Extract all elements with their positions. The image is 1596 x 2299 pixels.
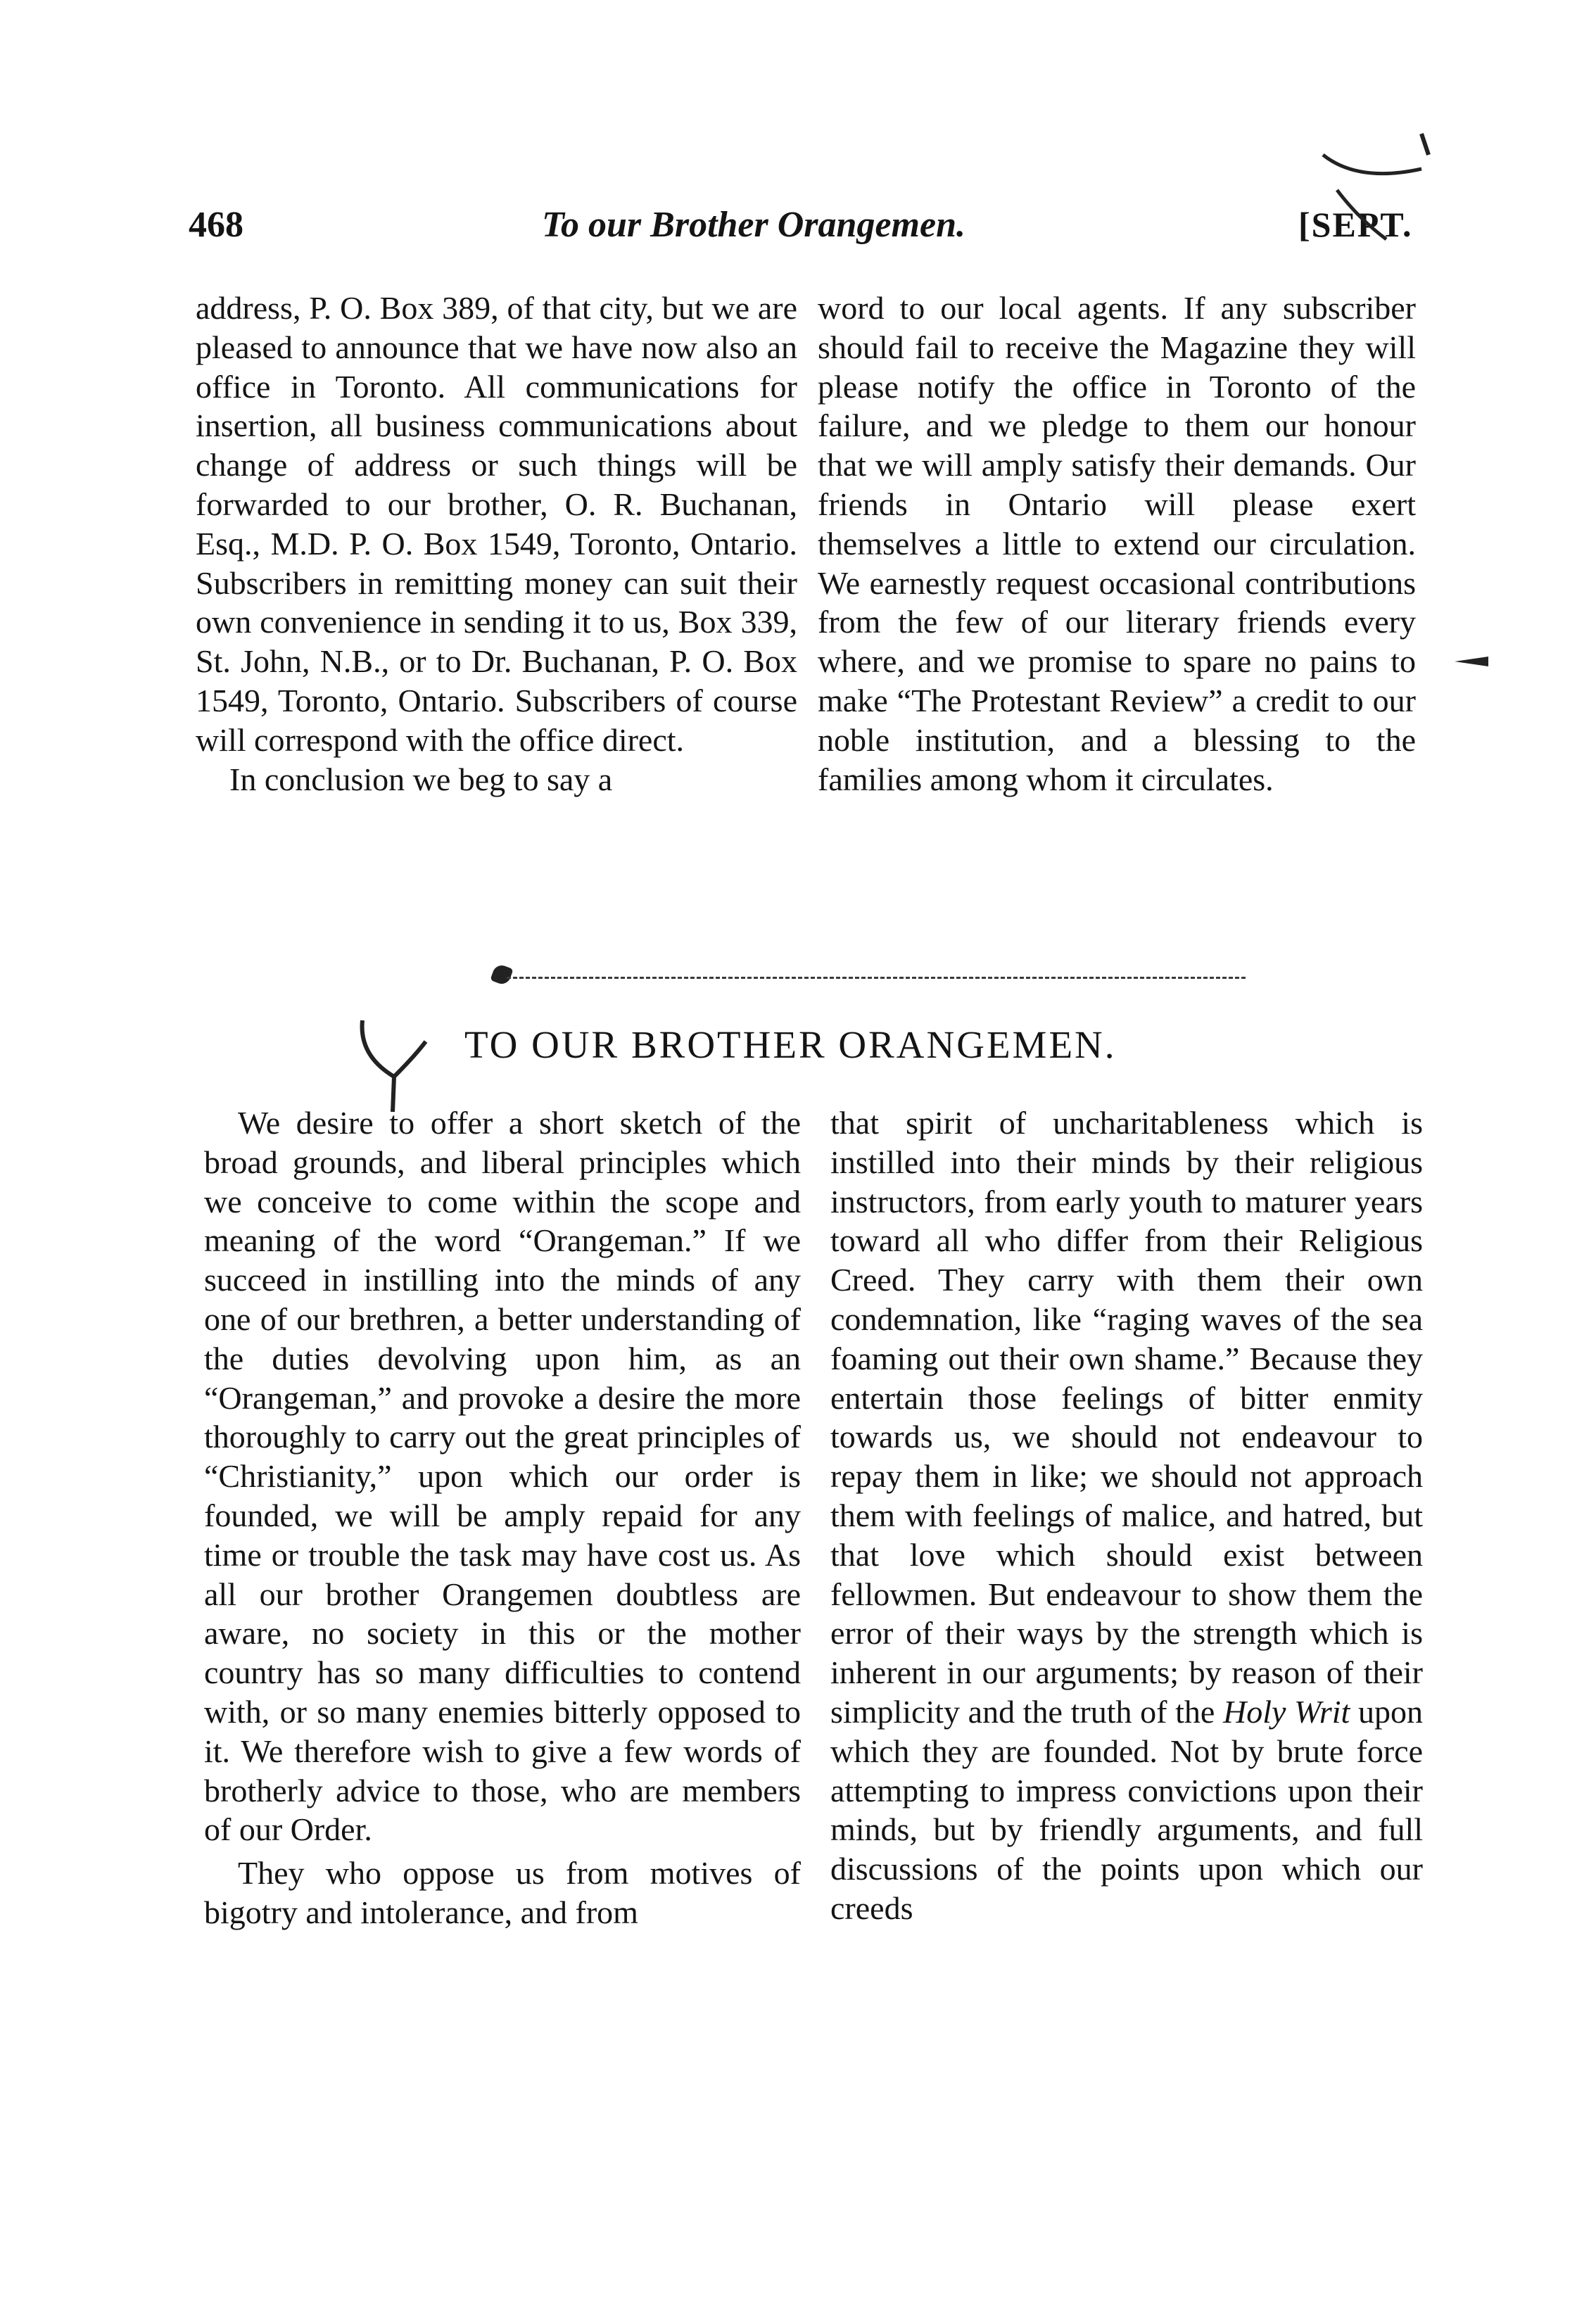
paragraph: In conclusion we beg to say a [229,761,613,797]
column-top-left [196,289,797,799]
italic-phrase: Holy Writ [1223,1693,1350,1730]
column-top-right [818,289,1416,799]
page-number: 468 [189,205,243,245]
column-bottom-right [830,1103,1423,1928]
paragraph: We desire to offer a short sketch of the broad grounds, and liberal principles which we conceive to come within the scope and meaning of the word “Orangeman.” If we succeed in instilling into the minds of any one of our brethren, a better understanding of the duties devolving upon him, as an “Orangeman,” and provoke a desire the more thoroughly to carry out the great principles of “Christianity,” upon which our order is founded, we will be amply repaid for any time or trouble the task may have cost us. As all our brother Orangemen doubtless are aware, no society in this or the mother country has so many difficulties to contend with, or so many enemies bitterly opposed to it. We therefore wish to give a few words of brotherly advice to those, who are members of our Order. [204,1105,801,1848]
running-month: [SEPT. [1298,205,1413,244]
column-bottom-left [204,1103,801,1932]
ink-blot [490,963,513,986]
running-title: To our Brother Orangemen. [542,205,965,245]
pencil-mark-icon [1316,127,1443,267]
arrow-mark-icon [1453,651,1495,672]
paragraph: They who oppose us from motives of bigotry and intolerance, and from [204,1855,801,1930]
paragraph-text: upon which they are founded. Not by brute force attempting to impress convictions upon their minds, but by friendly arguments, and full discussions of the points upon which our creeds [830,1693,1424,1926]
paragraph-text: that spirit of uncharitableness which is instilled into their minds by their religious instructors, from early youth to maturer years toward all who differ from their Religious Creed. They carry with them their own condemnation, like “raging waves of the sea foaming out their own shame.” Because they entertain those feelings of bitter enmity towards us, we should not endeavour to repay them in like; we should not approach them with feelings of malice, and hatred, but that love which should exist between fellowmen. But endeavour to show them the error of their ways by the strength which is inherent in our arguments; by reason of their simplicity and the truth of the [830,1105,1423,1730]
paragraph [830,1103,1423,1928]
section-heading: TO OUR BROTHER ORANGEMEN. [464,1023,1117,1066]
paragraph: word to our local agents. If any subscriber should fail to receive the Magazine they will please notify the office in Toronto of the failure, and we pledge to them our honour that we will amply satisfy their demands. Our friends in Ontario will please exert themselves a little to extend our circulation. We earnestly request occasional contributions from the few of our literary friends every where, and we promise to spare no pains to make “The Protestant Review” a credit to our noble institution, and a blessing to the families among whom it circulates. [818,290,1416,797]
section-divider [507,977,1246,979]
bracket-mark-icon [352,1013,443,1119]
paragraph: address, P. O. Box 389, of that city, but we are pleased to announce that we have now also an office in Toronto. All communications for insertion, all business communications about change of address or such things will be forwarded to our brother, O. R. Buchanan, Esq., M.D. P. O. Box 1549, Toronto, Ontario. Subscribers in remitting money can suit their own convenience in sending it to us, Box 339, St. John, N.B., or to Dr. Buchanan, P. O. Box 1549, Toronto, Ontario. Subscribers of course will correspond with the office direct. [196,290,797,758]
